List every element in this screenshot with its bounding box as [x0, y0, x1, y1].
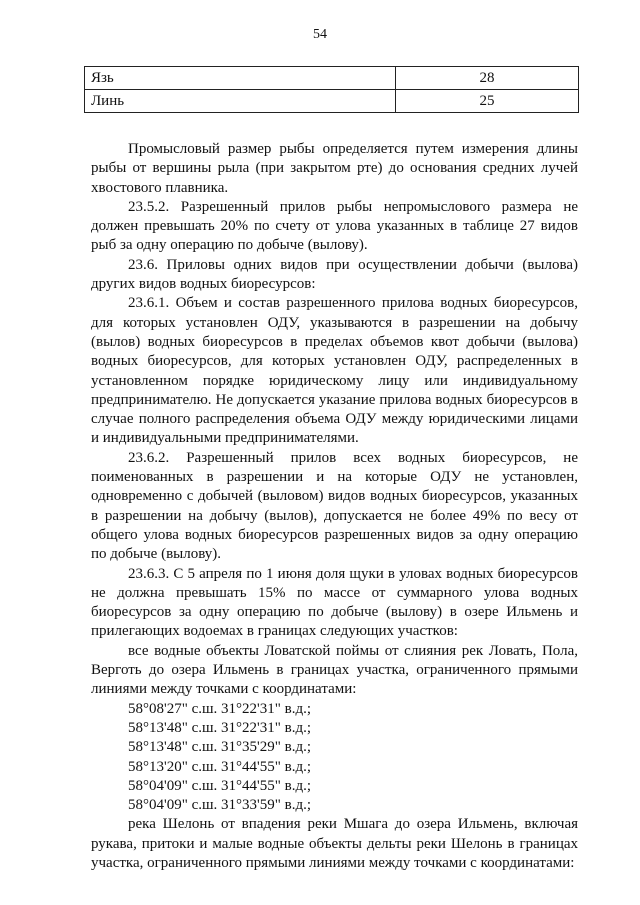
coordinate-list — [91, 700, 578, 816]
coordinate-item: 58°13'48" с.ш. 31°35'29" в.д.; — [128, 739, 311, 756]
paragraph-lovat-area: все водные объекты Ловатской поймы от слияния рек Ловать, Пола, Верготь до озера Ильмень в границах участка, ограниченного прямыми линиями между точками с координатами: — [91, 642, 578, 698]
paragraph-23-6: 23.6. Приловы одних видов при осуществлении добычи (вылова) других видов водных биоресурсов: — [91, 256, 578, 293]
coordinate-item: 58°04'09" с.ш. 31°44'55" в.д.; — [128, 777, 311, 794]
paragraph-23-6-3: 23.6.3. С 5 апреля по 1 июня доля щуки в уловах водных биоресурсов не должна превышать 15% по массе от суммарного улова водных биоресурсов за одну операцию по добыче (вылову) в озере Ильмень и прилегающих водоемах в границах следующих участков: — [91, 565, 578, 640]
coordinate-item: 58°08'27" с.ш. 31°22'31" в.д.; — [128, 700, 311, 717]
paragraph-shelon-area: река Шелонь от впадения реки Мшага до озера Ильмень, включая рукава, притоки и малые водные объекты дельты реки Шелонь в границах участка, ограниченного прямыми линиями между точками с координатами: — [91, 816, 578, 871]
fish-name-cell: Линь — [85, 90, 396, 113]
fish-value-cell: 25 — [396, 90, 579, 113]
coordinate-item: 58°13'20" с.ш. 31°44'55" в.д.; — [128, 758, 311, 775]
table-row — [85, 90, 579, 113]
fish-value-cell: 28 — [396, 67, 579, 90]
document-body — [91, 140, 578, 873]
page-number: 54 — [313, 27, 327, 42]
coordinate-item: 58°13'48" с.ш. 31°22'31" в.д.; — [128, 719, 311, 736]
coordinate-item: 58°04'09" с.ш. 31°33'59" в.д.; — [128, 797, 311, 814]
paragraph-size-definition: Промысловый размер рыбы определяется путем измерения длины рыбы от вершины рыла (при закрытом рте) до основания средних лучей хвостового плавника. — [91, 141, 578, 196]
paragraph-23-5-2: 23.5.2. Разрешенный прилов рыбы непромыслового размера не должен превышать 20% по счету от улова указанных в таблице 27 видов рыб за одну операцию по добыче (вылову). — [91, 198, 578, 254]
paragraph-23-6-2: 23.6.2. Разрешенный прилов всех водных биоресурсов, не поименованных в разрешении и на которые ОДУ не установлен, одновременно с добычей (выловом) видов водных биоресурсов, указанных в разрешении на добычу (вылов), допускается не более 49% по весу от общего улова водных биоресурсов разрешенных видов за одну операцию по добыче (вылову). — [91, 449, 578, 563]
paragraph-23-6-1: 23.6.1. Объем и состав разрешенного прилова водных биоресурсов, для которых установлен ОДУ, указываются в разрешении на добычу (вылов) водных биоресурсов в пределах объемов квот добычи (вылова) водных биоресурсов, для которых установлен ОДУ, распределенных в установленном порядке юридическому лицу или индивидуальному предпринимателю. Не допускается указание прилова водных биоресурсов в случае полного распределения объема ОДУ между юридическими лицами и индивидуальными предпринимателями. — [91, 295, 578, 447]
fish-name-cell: Язь — [85, 67, 396, 90]
fish-size-table — [84, 66, 579, 113]
table-row — [85, 67, 579, 90]
